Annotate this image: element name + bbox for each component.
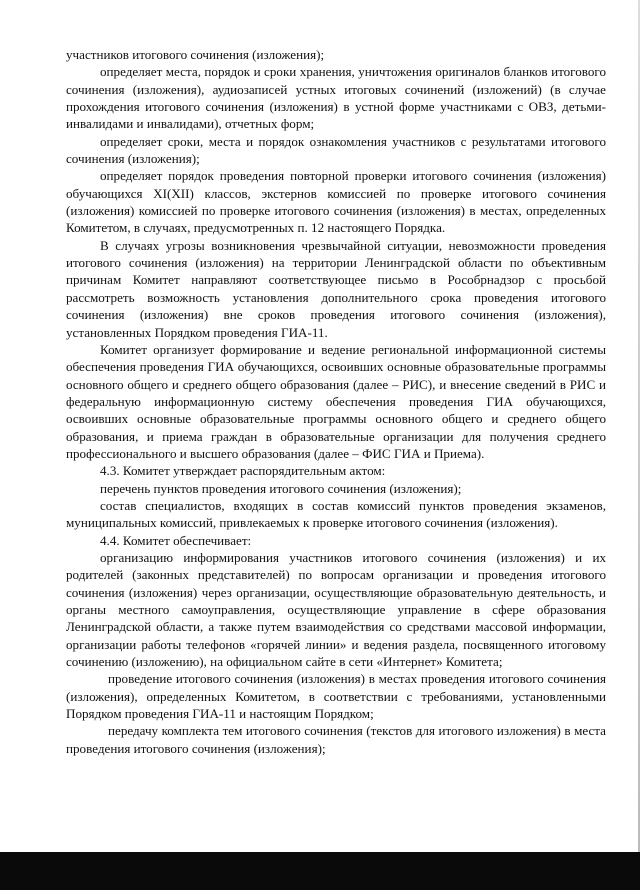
- document-page: [66, 46, 606, 757]
- paragraph-points-list: перечень пунктов проведения итогового сочинения (изложения);: [100, 480, 462, 496]
- paragraph-storage: определяет места, порядок и сроки хранения, уничтожения оригиналов бланков итогового сочинения (изложения), аудиозаписей устных итоговых сочинений (изложений) (в случае прохождения итогового сочинения (изложения) в устной форме участниками с ОВЗ, детьми-инвалидами и инвалидами), отчетных форм;: [66, 64, 606, 132]
- section-4-3-heading: 4.3. Комитет утверждает распорядительным актом:: [100, 463, 386, 479]
- section-4-4-heading: 4.4. Комитет обеспечивает:: [100, 532, 252, 548]
- paragraph-topics-transfer: передачу комплекта тем итогового сочинения (текстов для итогового изложения) в места проведения итогового сочинения (изложения);: [66, 723, 606, 756]
- paragraph-commission-staff: состав специалистов, входящих в состав комиссий пунктов проведения экзаменов, муниципальных комиссий, привлекаемых к проверке итогового сочинения (изложения).: [66, 497, 606, 531]
- paragraph-emergency: В случаях угрозы возникновения чрезвычайной ситуации, невозможности проведения итогового сочинения (изложения) на территории Ленинградской области по объективным причинам Комитет направляют соответствующее письмо в Рособрнадзор с просьбой рассмотреть возможность установления дополнительного срока проведения итогового сочинения (изложения) вне сроков проведения итогового сочинения (изложения), установленных Порядком проведения ГИА-11.: [66, 237, 606, 340]
- paragraph-familiarization: определяет сроки, места и порядок ознакомления участников с результатами итогового сочинения (изложения);: [66, 133, 606, 167]
- paragraph-continuation: участников итогового сочинения (изложения);: [66, 47, 325, 62]
- paragraph-informing: организацию информирования участников итогового сочинения (изложения) и их родителей (законных представителей) по вопросам организации и проведения итогового сочинения (изложения) через организации, осуществляющие образовательную деятельность, и органы местного самоуправления, осуществляющие управление в сфере образования Ленинградской области, а также путем взаимодействия со средствами массовой информации, организации работы телефонов «горячей линии» и ведения раздела, посвященного итоговому сочинению (изложению), на официальном сайте в сети «Интернет» Комитета;: [66, 549, 606, 670]
- scan-bottom-bar: [0, 852, 640, 890]
- paragraph-recheck: определяет порядок проведения повторной проверки итогового сочинения (изложения) обучающихся XI(XII) классов, экстернов комиссией по проверке итогового сочинения (изложения) комиссией по проверке итогового сочинения (изложения) в местах, определенных Комитетом, в случаях, предусмотренных п. 12 настоящего Порядка.: [66, 168, 606, 236]
- paragraph-ris: Комитет организует формирование и ведение региональной информационной системы обеспечения проведения ГИА обучающихся, освоивших основные образовательные программы основного общего и среднего общего образования (далее – РИС), и внесение сведений в РИС и федеральную информационную систему обеспечения проведения ГИА обучающихся, освоивших основные образовательные программы основного общего и среднего общего образования, и приема граждан в образовательные организации для получения среднего профессионального и высшего образования (далее – ФИС ГИА и Приема).: [66, 341, 606, 461]
- paragraph-conducting: проведение итогового сочинения (изложения) в местах проведения итогового сочинения (изложения), определенных Комитетом, в соответствии с требованиями, установленными Порядком проведения ГИА-11 и настоящим Порядком;: [66, 671, 606, 722]
